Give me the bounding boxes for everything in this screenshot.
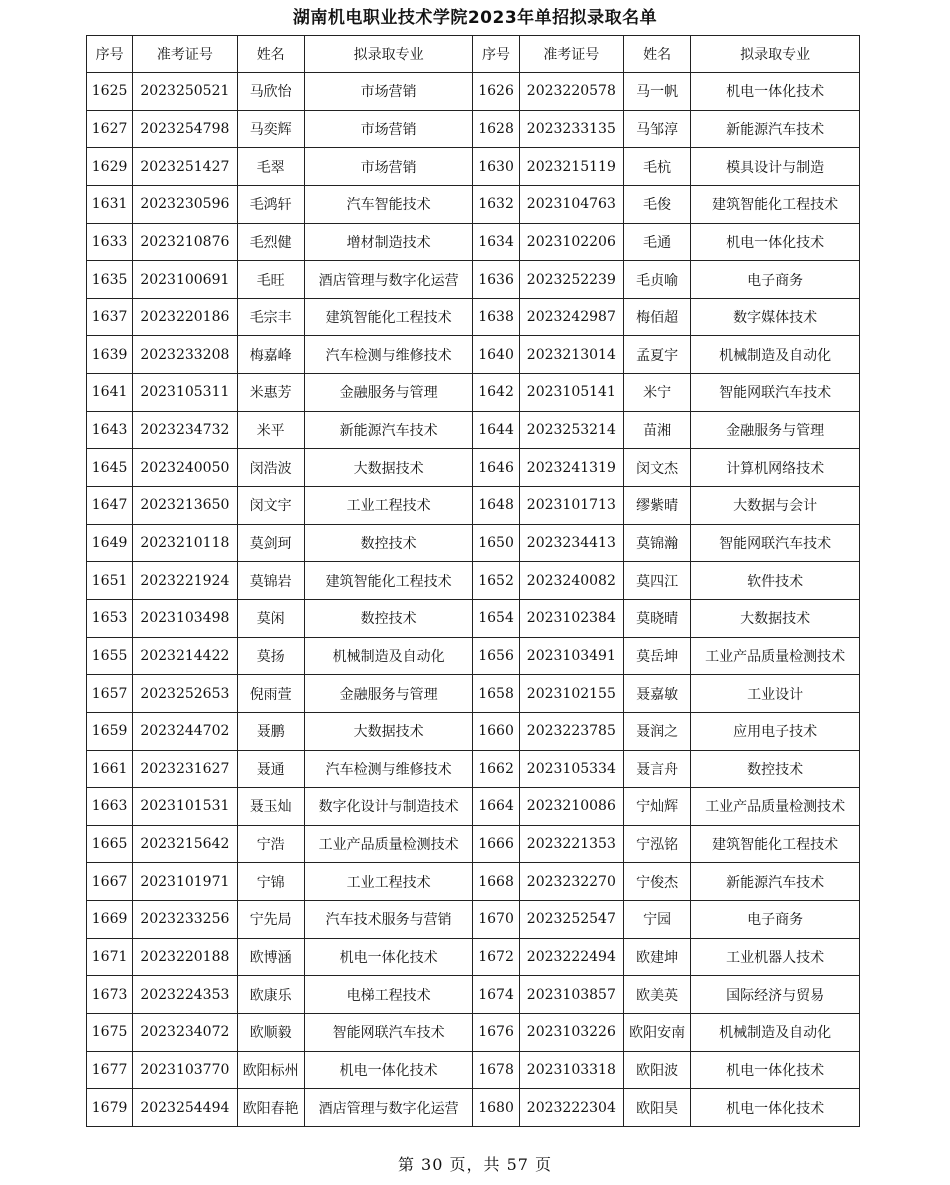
cell-exam-id: 2023232270 (519, 863, 623, 901)
cell-seq: 1636 (473, 261, 519, 299)
cell-name: 梅嘉峰 (237, 336, 304, 374)
cell-exam-id: 2023254494 (133, 1089, 237, 1127)
cell-name: 欧顺毅 (237, 1014, 304, 1052)
table-row (87, 374, 860, 412)
cell-exam-id: 2023215642 (133, 825, 237, 863)
table-row (87, 223, 860, 261)
table-row (87, 73, 860, 111)
cell-seq: 1641 (87, 374, 133, 412)
cell-name: 马邹淳 (624, 110, 691, 148)
cell-major: 工业产品质量检测技术 (304, 825, 473, 863)
cell-major: 大数据技术 (691, 599, 860, 637)
cell-exam-id: 2023223785 (519, 712, 623, 750)
cell-name: 毛旺 (237, 261, 304, 299)
cell-name: 聂润之 (624, 712, 691, 750)
cell-name: 欧阳昊 (624, 1089, 691, 1127)
cell-seq: 1631 (87, 185, 133, 223)
cell-name: 欧阳春艳 (237, 1089, 304, 1127)
cell-seq: 1651 (87, 562, 133, 600)
cell-major: 机电一体化技术 (691, 1089, 860, 1127)
cell-major: 数控技术 (691, 750, 860, 788)
cell-major: 市场营销 (304, 73, 473, 111)
cell-major: 智能网联汽车技术 (691, 374, 860, 412)
cell-name: 米宁 (624, 374, 691, 412)
table-row (87, 712, 860, 750)
cell-name: 欧阳波 (624, 1051, 691, 1089)
cell-name: 倪雨萱 (237, 675, 304, 713)
table-row (87, 938, 860, 976)
cell-name: 聂嘉敏 (624, 675, 691, 713)
cell-seq: 1626 (473, 73, 519, 111)
cell-exam-id: 2023105311 (133, 374, 237, 412)
cell-name: 米平 (237, 411, 304, 449)
table-row (87, 524, 860, 562)
cell-name: 宁锦 (237, 863, 304, 901)
cell-major: 模具设计与制造 (691, 148, 860, 186)
cell-seq: 1634 (473, 223, 519, 261)
page-footer: 第 30 页，共 57 页 (397, 1155, 553, 1174)
cell-seq: 1658 (473, 675, 519, 713)
table-header-row (87, 36, 860, 73)
cell-exam-id: 2023101713 (519, 487, 623, 525)
cell-exam-id: 2023234413 (519, 524, 623, 562)
table-row (87, 599, 860, 637)
cell-seq: 1668 (473, 863, 519, 901)
cell-seq: 1656 (473, 637, 519, 675)
cell-major: 机电一体化技术 (691, 73, 860, 111)
cell-exam-id: 2023222494 (519, 938, 623, 976)
cell-exam-id: 2023234072 (133, 1014, 237, 1052)
cell-seq: 1652 (473, 562, 519, 600)
cell-seq: 1640 (473, 336, 519, 374)
cell-seq: 1644 (473, 411, 519, 449)
cell-seq: 1653 (87, 599, 133, 637)
cell-major: 智能网联汽车技术 (304, 1014, 473, 1052)
cell-name: 梅佰超 (624, 298, 691, 336)
table-row (87, 261, 860, 299)
table-row (87, 185, 860, 223)
cell-seq: 1638 (473, 298, 519, 336)
cell-seq: 1654 (473, 599, 519, 637)
cell-exam-id: 2023251427 (133, 148, 237, 186)
cell-major: 大数据与会计 (691, 487, 860, 525)
header-major: 拟录取专业 (691, 36, 860, 73)
cell-seq: 1650 (473, 524, 519, 562)
cell-name: 毛鸿轩 (237, 185, 304, 223)
cell-exam-id: 2023101971 (133, 863, 237, 901)
cell-major: 国际经济与贸易 (691, 976, 860, 1014)
table-row (87, 148, 860, 186)
cell-name: 莫锦瀚 (624, 524, 691, 562)
cell-exam-id: 2023214422 (133, 637, 237, 675)
cell-exam-id: 2023210118 (133, 524, 237, 562)
cell-exam-id: 2023210086 (519, 788, 623, 826)
cell-exam-id: 2023254798 (133, 110, 237, 148)
cell-major: 工业产品质量检测技术 (691, 788, 860, 826)
cell-major: 电梯工程技术 (304, 976, 473, 1014)
cell-exam-id: 2023210876 (133, 223, 237, 261)
table-row (87, 487, 860, 525)
cell-name: 莫锦岩 (237, 562, 304, 600)
cell-exam-id: 2023215119 (519, 148, 623, 186)
cell-major: 机械制造及自动化 (304, 637, 473, 675)
cell-exam-id: 2023105141 (519, 374, 623, 412)
cell-seq: 1646 (473, 449, 519, 487)
cell-name: 毛通 (624, 223, 691, 261)
table-row (87, 1014, 860, 1052)
cell-major: 增材制造技术 (304, 223, 473, 261)
cell-exam-id: 2023241319 (519, 449, 623, 487)
header-exam-id: 准考证号 (133, 36, 237, 73)
cell-seq: 1676 (473, 1014, 519, 1052)
cell-major: 应用电子技术 (691, 712, 860, 750)
cell-seq: 1675 (87, 1014, 133, 1052)
cell-exam-id: 2023103318 (519, 1051, 623, 1089)
cell-name: 莫剑珂 (237, 524, 304, 562)
table-row (87, 863, 860, 901)
cell-name: 莫四江 (624, 562, 691, 600)
cell-name: 毛翠 (237, 148, 304, 186)
cell-exam-id: 2023244702 (133, 712, 237, 750)
cell-seq: 1655 (87, 637, 133, 675)
cell-major: 电子商务 (691, 261, 860, 299)
cell-seq: 1633 (87, 223, 133, 261)
cell-exam-id: 2023100691 (133, 261, 237, 299)
cell-major: 建筑智能化工程技术 (304, 298, 473, 336)
cell-seq: 1670 (473, 901, 519, 939)
cell-major: 数控技术 (304, 599, 473, 637)
cell-seq: 1637 (87, 298, 133, 336)
cell-name: 米惠芳 (237, 374, 304, 412)
table-row (87, 901, 860, 939)
cell-name: 莫闲 (237, 599, 304, 637)
cell-exam-id: 2023220186 (133, 298, 237, 336)
cell-seq: 1677 (87, 1051, 133, 1089)
cell-major: 市场营销 (304, 110, 473, 148)
cell-exam-id: 2023224353 (133, 976, 237, 1014)
cell-major: 金融服务与管理 (304, 374, 473, 412)
cell-seq: 1625 (87, 73, 133, 111)
cell-exam-id: 2023253214 (519, 411, 623, 449)
cell-seq: 1665 (87, 825, 133, 863)
cell-name: 欧阳安南 (624, 1014, 691, 1052)
cell-major: 新能源汽车技术 (304, 411, 473, 449)
cell-seq: 1666 (473, 825, 519, 863)
cell-name: 毛杭 (624, 148, 691, 186)
cell-major: 酒店管理与数字化运营 (304, 261, 473, 299)
cell-exam-id: 2023102384 (519, 599, 623, 637)
cell-exam-id: 2023233208 (133, 336, 237, 374)
cell-major: 汽车技术服务与营销 (304, 901, 473, 939)
cell-name: 欧康乐 (237, 976, 304, 1014)
cell-seq: 1645 (87, 449, 133, 487)
cell-exam-id: 2023104763 (519, 185, 623, 223)
cell-name: 聂通 (237, 750, 304, 788)
cell-exam-id: 2023102206 (519, 223, 623, 261)
cell-seq: 1648 (473, 487, 519, 525)
cell-major: 机械制造及自动化 (691, 1014, 860, 1052)
cell-name: 宁浩 (237, 825, 304, 863)
cell-name: 聂玉灿 (237, 788, 304, 826)
table-row (87, 449, 860, 487)
cell-exam-id: 2023103491 (519, 637, 623, 675)
table-row (87, 976, 860, 1014)
cell-name: 欧建坤 (624, 938, 691, 976)
cell-major: 建筑智能化工程技术 (691, 825, 860, 863)
cell-major: 工业工程技术 (304, 487, 473, 525)
cell-name: 聂言舟 (624, 750, 691, 788)
cell-exam-id: 2023234732 (133, 411, 237, 449)
cell-major: 机械制造及自动化 (691, 336, 860, 374)
cell-seq: 1678 (473, 1051, 519, 1089)
cell-major: 市场营销 (304, 148, 473, 186)
cell-seq: 1674 (473, 976, 519, 1014)
cell-major: 工业设计 (691, 675, 860, 713)
cell-name: 莫扬 (237, 637, 304, 675)
cell-major: 计算机网络技术 (691, 449, 860, 487)
cell-name: 毛宗丰 (237, 298, 304, 336)
cell-exam-id: 2023103770 (133, 1051, 237, 1089)
table-row (87, 788, 860, 826)
cell-name: 苗湘 (624, 411, 691, 449)
cell-exam-id: 2023252239 (519, 261, 623, 299)
cell-exam-id: 2023242987 (519, 298, 623, 336)
cell-name: 欧美英 (624, 976, 691, 1014)
cell-seq: 1627 (87, 110, 133, 148)
table-row (87, 110, 860, 148)
cell-seq: 1667 (87, 863, 133, 901)
cell-exam-id: 2023230596 (133, 185, 237, 223)
cell-seq: 1643 (87, 411, 133, 449)
cell-major: 汽车检测与维修技术 (304, 336, 473, 374)
cell-major: 酒店管理与数字化运营 (304, 1089, 473, 1127)
cell-name: 毛贞喻 (624, 261, 691, 299)
table-row (87, 562, 860, 600)
cell-seq: 1657 (87, 675, 133, 713)
cell-exam-id: 2023221353 (519, 825, 623, 863)
cell-name: 孟夏宇 (624, 336, 691, 374)
cell-major: 工业产品质量检测技术 (691, 637, 860, 675)
cell-seq: 1642 (473, 374, 519, 412)
cell-major: 数字化设计与制造技术 (304, 788, 473, 826)
cell-seq: 1629 (87, 148, 133, 186)
cell-major: 汽车检测与维修技术 (304, 750, 473, 788)
header-seq: 序号 (87, 36, 133, 73)
cell-major: 金融服务与管理 (304, 675, 473, 713)
cell-seq: 1659 (87, 712, 133, 750)
cell-name: 毛烈健 (237, 223, 304, 261)
table-row (87, 411, 860, 449)
table-row (87, 336, 860, 374)
cell-seq: 1679 (87, 1089, 133, 1127)
header-major: 拟录取专业 (304, 36, 473, 73)
header-exam-id: 准考证号 (519, 36, 623, 73)
cell-exam-id: 2023252547 (519, 901, 623, 939)
table-row (87, 637, 860, 675)
cell-name: 缪紫晴 (624, 487, 691, 525)
cell-name: 宁俊杰 (624, 863, 691, 901)
cell-name: 宁先局 (237, 901, 304, 939)
cell-seq: 1669 (87, 901, 133, 939)
cell-exam-id: 2023103498 (133, 599, 237, 637)
cell-name: 毛俊 (624, 185, 691, 223)
cell-name: 宁泓铭 (624, 825, 691, 863)
cell-seq: 1664 (473, 788, 519, 826)
cell-exam-id: 2023105334 (519, 750, 623, 788)
header-name: 姓名 (237, 36, 304, 73)
cell-seq: 1673 (87, 976, 133, 1014)
table-row (87, 298, 860, 336)
cell-name: 宁灿辉 (624, 788, 691, 826)
cell-exam-id: 2023101531 (133, 788, 237, 826)
cell-major: 新能源汽车技术 (691, 863, 860, 901)
cell-seq: 1630 (473, 148, 519, 186)
table-row (87, 1051, 860, 1089)
cell-major: 金融服务与管理 (691, 411, 860, 449)
cell-major: 机电一体化技术 (304, 1051, 473, 1089)
cell-major: 新能源汽车技术 (691, 110, 860, 148)
cell-major: 软件技术 (691, 562, 860, 600)
cell-exam-id: 2023252653 (133, 675, 237, 713)
cell-name: 马欣怡 (237, 73, 304, 111)
cell-seq: 1649 (87, 524, 133, 562)
page-title: 湖南机电职业技术学院2023年单招拟录取名单 (292, 8, 658, 28)
cell-seq: 1632 (473, 185, 519, 223)
cell-seq: 1671 (87, 938, 133, 976)
cell-seq: 1661 (87, 750, 133, 788)
cell-major: 机电一体化技术 (691, 223, 860, 261)
header-name: 姓名 (624, 36, 691, 73)
cell-major: 数字媒体技术 (691, 298, 860, 336)
cell-major: 建筑智能化工程技术 (691, 185, 860, 223)
cell-name: 聂鹏 (237, 712, 304, 750)
cell-name: 闵文宇 (237, 487, 304, 525)
cell-exam-id: 2023233135 (519, 110, 623, 148)
table-row (87, 825, 860, 863)
cell-seq: 1628 (473, 110, 519, 148)
cell-name: 莫晓晴 (624, 599, 691, 637)
cell-seq: 1680 (473, 1089, 519, 1127)
cell-seq: 1663 (87, 788, 133, 826)
cell-major: 电子商务 (691, 901, 860, 939)
cell-exam-id: 2023240050 (133, 449, 237, 487)
cell-exam-id: 2023102155 (519, 675, 623, 713)
table-row (87, 750, 860, 788)
cell-exam-id: 2023222304 (519, 1089, 623, 1127)
cell-major: 机电一体化技术 (304, 938, 473, 976)
cell-seq: 1635 (87, 261, 133, 299)
cell-major: 工业工程技术 (304, 863, 473, 901)
cell-exam-id: 2023250521 (133, 73, 237, 111)
cell-exam-id: 2023213014 (519, 336, 623, 374)
cell-name: 马一帆 (624, 73, 691, 111)
cell-name: 宁园 (624, 901, 691, 939)
cell-seq: 1647 (87, 487, 133, 525)
cell-exam-id: 2023231627 (133, 750, 237, 788)
admission-table (86, 35, 860, 1127)
cell-major: 大数据技术 (304, 449, 473, 487)
cell-exam-id: 2023221924 (133, 562, 237, 600)
cell-seq: 1660 (473, 712, 519, 750)
cell-name: 闵浩波 (237, 449, 304, 487)
cell-major: 数控技术 (304, 524, 473, 562)
cell-seq: 1639 (87, 336, 133, 374)
cell-name: 莫岳坤 (624, 637, 691, 675)
table-row (87, 675, 860, 713)
cell-name: 欧博涵 (237, 938, 304, 976)
cell-name: 闵文杰 (624, 449, 691, 487)
cell-exam-id: 2023220188 (133, 938, 237, 976)
cell-major: 汽车智能技术 (304, 185, 473, 223)
cell-major: 建筑智能化工程技术 (304, 562, 473, 600)
cell-major: 工业机器人技术 (691, 938, 860, 976)
cell-exam-id: 2023233256 (133, 901, 237, 939)
cell-exam-id: 2023213650 (133, 487, 237, 525)
cell-exam-id: 2023103226 (519, 1014, 623, 1052)
cell-exam-id: 2023220578 (519, 73, 623, 111)
cell-exam-id: 2023240082 (519, 562, 623, 600)
header-seq: 序号 (473, 36, 519, 73)
cell-seq: 1662 (473, 750, 519, 788)
cell-seq: 1672 (473, 938, 519, 976)
cell-major: 机电一体化技术 (691, 1051, 860, 1089)
cell-major: 大数据技术 (304, 712, 473, 750)
cell-name: 欧阳标州 (237, 1051, 304, 1089)
cell-major: 智能网联汽车技术 (691, 524, 860, 562)
table-row (87, 1089, 860, 1127)
cell-name: 马奕辉 (237, 110, 304, 148)
cell-exam-id: 2023103857 (519, 976, 623, 1014)
